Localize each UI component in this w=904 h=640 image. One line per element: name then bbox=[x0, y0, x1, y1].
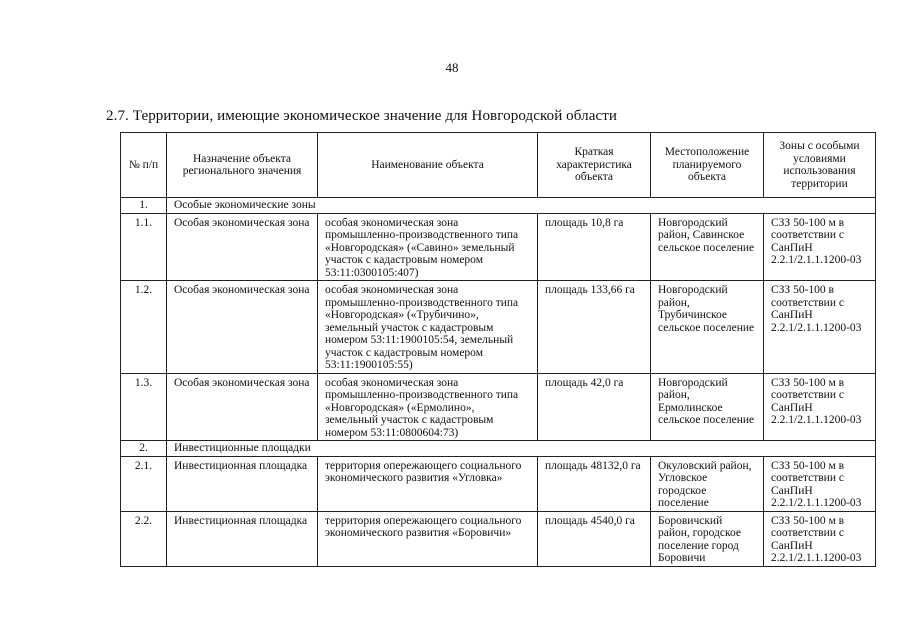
section-row bbox=[121, 198, 876, 214]
table-row bbox=[121, 213, 876, 281]
cell-name: территория опережающего социального экономического развития «Угловка» bbox=[318, 456, 538, 511]
cell-name: территория опережающего социального экономического развития «Боровичи» bbox=[318, 511, 538, 566]
row-number: 2.2. bbox=[121, 511, 167, 566]
cell-characteristic: площадь 4540,0 га bbox=[538, 511, 651, 566]
cell-purpose: Особая экономическая зона bbox=[167, 213, 318, 281]
row-number: 1.3. bbox=[121, 373, 167, 441]
column-header-zones: Зоны с особыми условиями использования территории bbox=[764, 133, 876, 198]
section-number: 1. bbox=[121, 198, 167, 214]
cell-name: особая экономическая зона промышленно-производственного типа «Новгородская» («Савино» земельный участок с кадастровым номером 53:11:0300105:407) bbox=[318, 213, 538, 281]
cell-zones: СЗЗ 50-100 м в соответствии с СанПиН 2.2.1/2.1.1.1200-03 bbox=[764, 213, 876, 281]
cell-location: Окуловский район, Угловское городское поселение bbox=[651, 456, 764, 511]
cell-purpose: Инвестиционная площадка bbox=[167, 511, 318, 566]
column-header-purpose: Назначение объекта регионального значения bbox=[167, 133, 318, 198]
section-number: 2. bbox=[121, 441, 167, 457]
cell-location: Новгородский район, Трубичинское сельское поселение bbox=[651, 281, 764, 374]
column-header-num: № п/п bbox=[121, 133, 167, 198]
column-header-location: Местоположение планируемого объекта bbox=[651, 133, 764, 198]
cell-name: особая экономическая зона промышленно-производственного типа «Новгородская» («Трубичино», земельный участок с кадастровым номером 53:11:1900105:54, земельный участок с кадастровым номером 53:11:1900105:55) bbox=[318, 281, 538, 374]
page-number: 48 bbox=[445, 60, 459, 75]
cell-characteristic: площадь 10,8 га bbox=[538, 213, 651, 281]
table-body bbox=[121, 198, 876, 567]
cell-location: Боровичский район, городское поселение город Боровичи bbox=[651, 511, 764, 566]
cell-purpose: Инвестиционная площадка bbox=[167, 456, 318, 511]
cell-location: Новгородский район, Ермолинское сельское поселение bbox=[651, 373, 764, 441]
column-header-name: Наименование объекта bbox=[318, 133, 538, 198]
section-title: Особые экономические зоны bbox=[167, 198, 876, 214]
table-row bbox=[121, 511, 876, 566]
table-row bbox=[121, 456, 876, 511]
section-title: Инвестиционные площадки bbox=[167, 441, 876, 457]
table-header-row bbox=[121, 133, 876, 198]
section-row bbox=[121, 441, 876, 457]
row-number: 1.1. bbox=[121, 213, 167, 281]
cell-purpose: Особая экономическая зона bbox=[167, 281, 318, 374]
cell-zones: СЗЗ 50-100 м в соответствии с СанПиН 2.2.1/2.1.1.1200-03 bbox=[764, 456, 876, 511]
cell-zones: СЗЗ 50-100 м в соответствии с СанПиН 2.2.1/2.1.1.1200-03 bbox=[764, 373, 876, 441]
row-number: 2.1. bbox=[121, 456, 167, 511]
territories-table bbox=[120, 132, 876, 567]
row-number: 1.2. bbox=[121, 281, 167, 374]
cell-zones: СЗЗ 50-100 м в соответствии с СанПиН 2.2.1/2.1.1.1200-03 bbox=[764, 511, 876, 566]
cell-zones: СЗЗ 50-100 в соответствии с СанПиН 2.2.1/2.1.1.1200-03 bbox=[764, 281, 876, 374]
section-heading: 2.7. Территории, имеющие экономическое значение для Новгородской области bbox=[106, 108, 618, 124]
cell-purpose: Особая экономическая зона bbox=[167, 373, 318, 441]
table-row bbox=[121, 373, 876, 441]
table-row bbox=[121, 281, 876, 374]
cell-characteristic: площадь 133,66 га bbox=[538, 281, 651, 374]
cell-name: особая экономическая зона промышленно-производственного типа «Новгородская» («Ермолино», земельный участок с кадастровым номером 53:11:0800604:73) bbox=[318, 373, 538, 441]
cell-characteristic: площадь 48132,0 га bbox=[538, 456, 651, 511]
cell-characteristic: площадь 42,0 га bbox=[538, 373, 651, 441]
column-header-characteristic: Краткая характеристика объекта bbox=[538, 133, 651, 198]
cell-location: Новгородский район, Савинское сельское поселение bbox=[651, 213, 764, 281]
